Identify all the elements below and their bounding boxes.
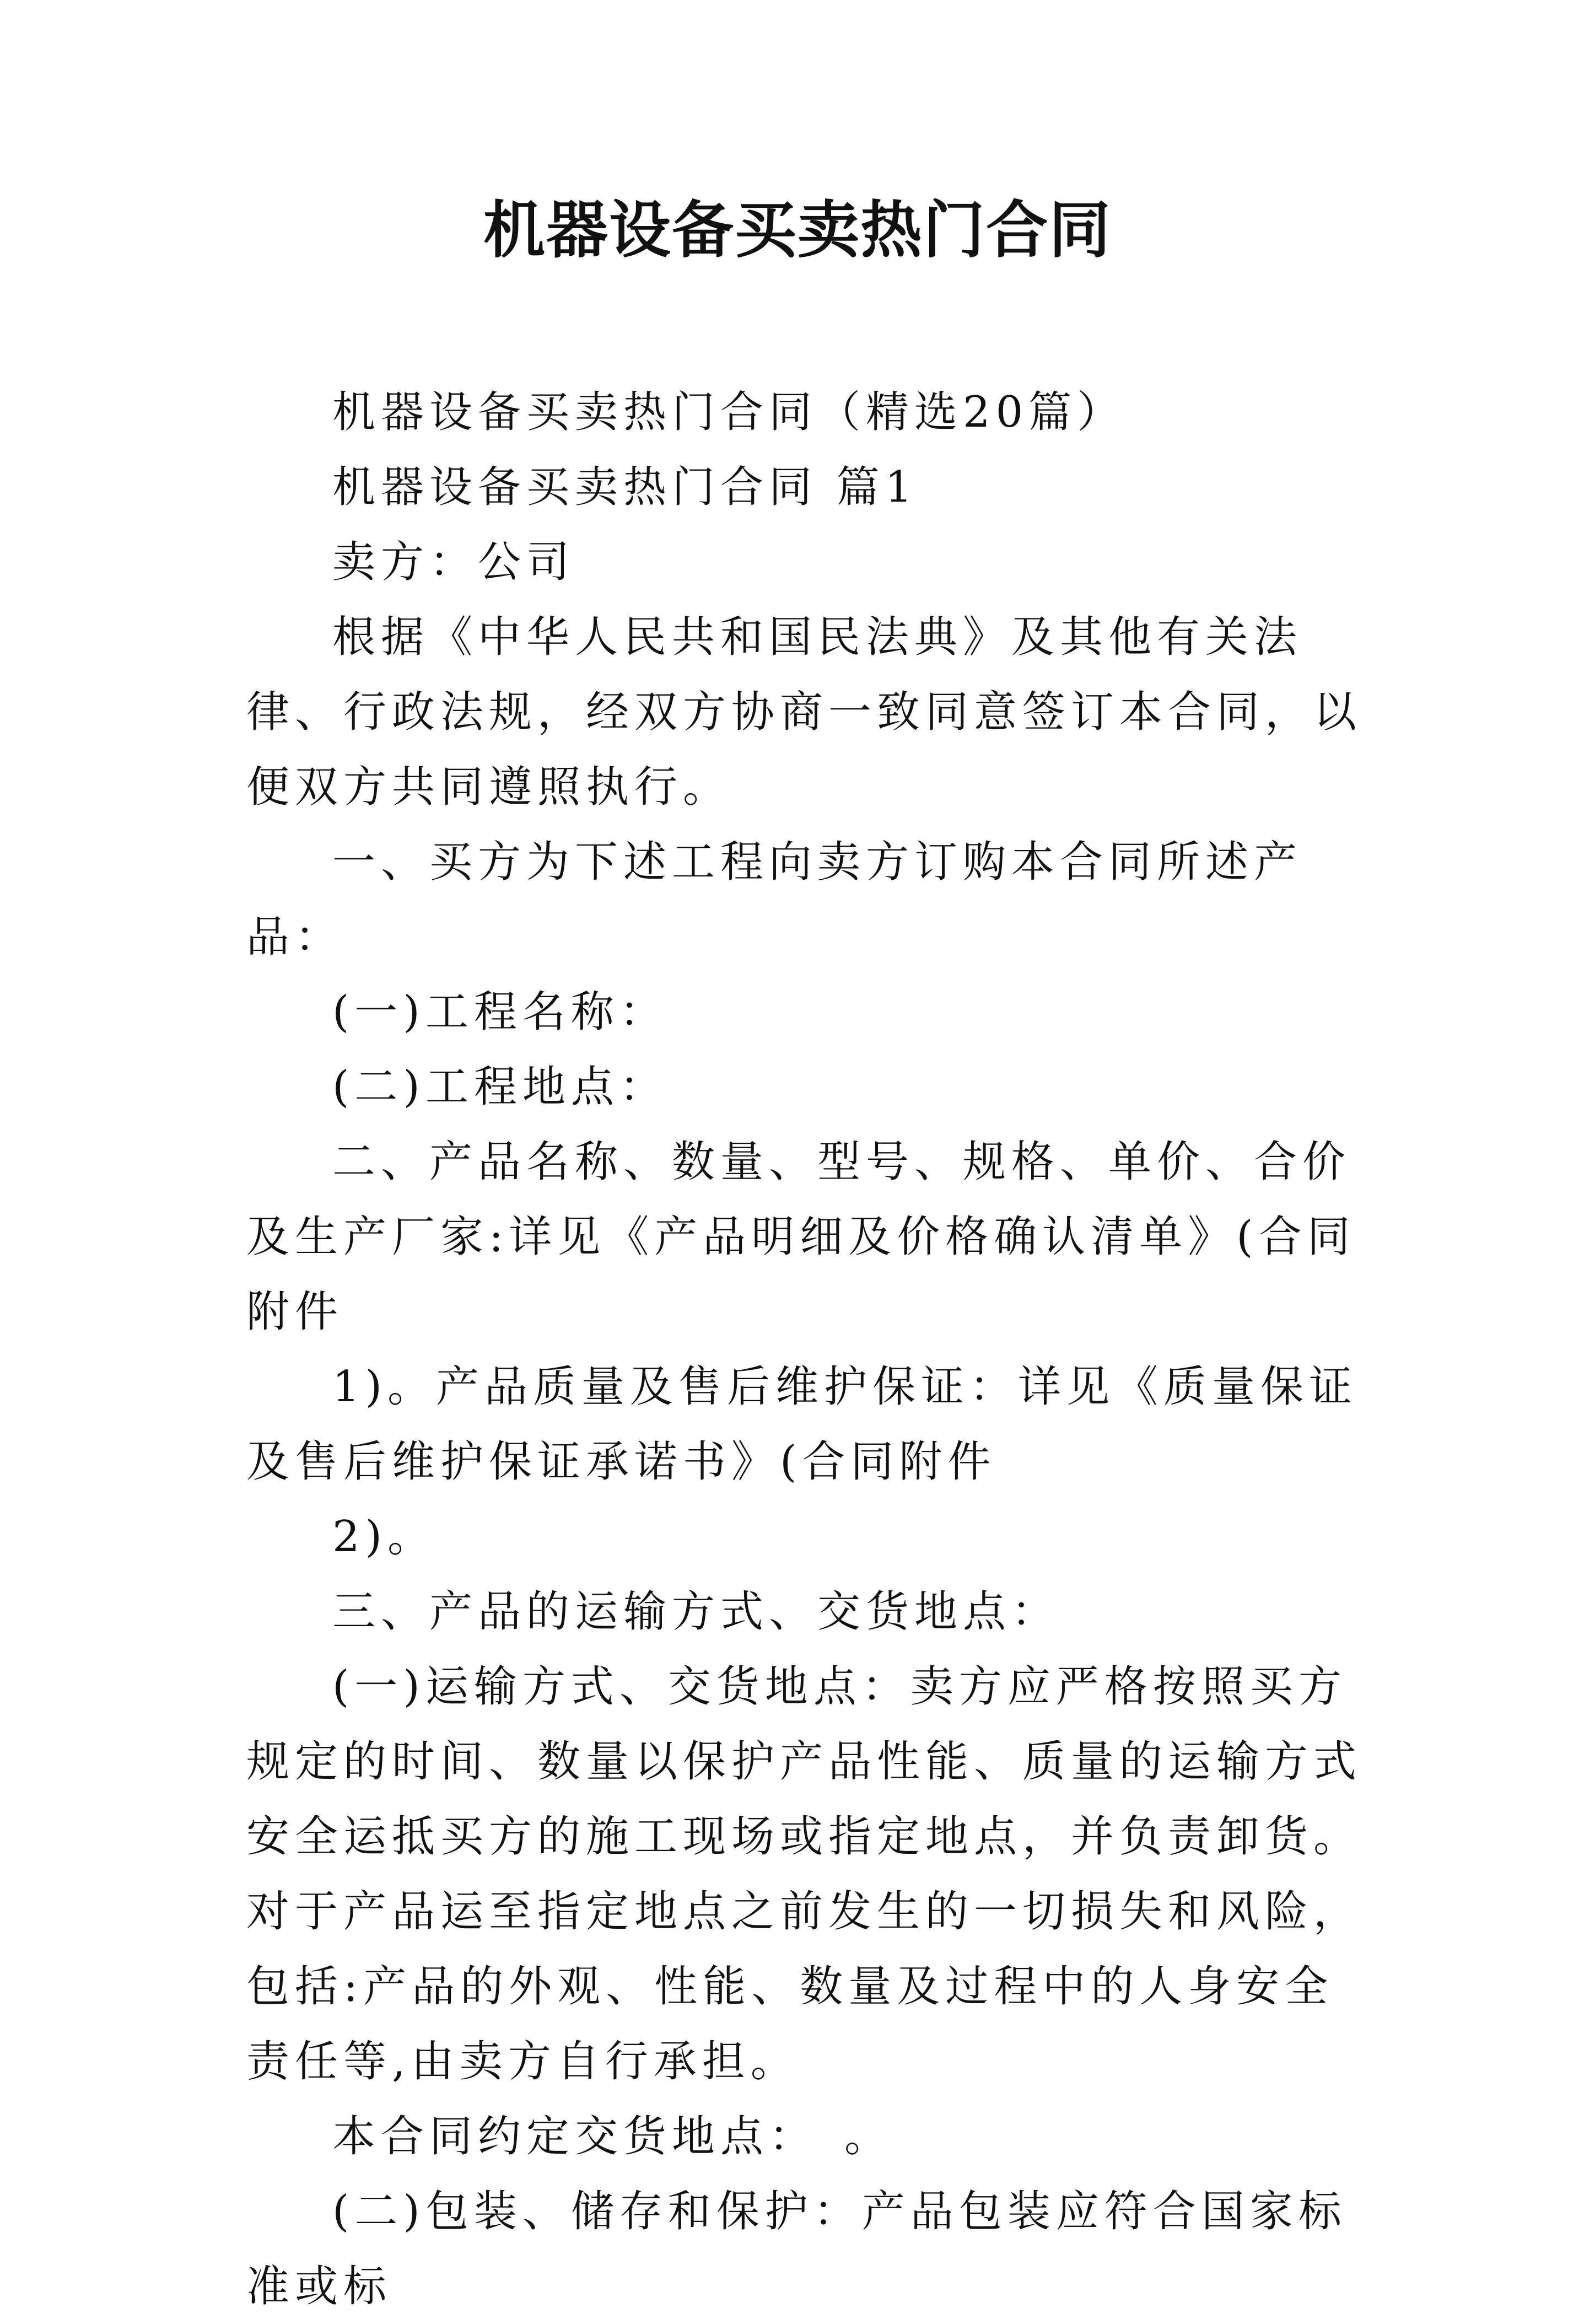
paragraph-article-heading: 机器设备买卖热门合同 篇1	[332, 462, 918, 512]
paragraph-legal-basis: 根据《中华人民共和国民法典》及其他有关法律、行政法规，经双方协商一致同意签订本合同，以便双方共同遵照执行。	[246, 612, 1362, 812]
paragraph-quality-guarantee: 1)。产品质量及售后维护保证：详见《质量保证及售后维护保证承诺书》(合同附件	[246, 1362, 1358, 1487]
paragraph-section-2: 二、产品名称、数量、型号、规格、单价、合价及生产厂家:详见《产品明细及价格确认清单》(合同附件	[246, 1137, 1356, 1337]
paragraph-project-location: (二)工程地点：	[332, 1062, 668, 1112]
paragraph-delivery-location: 本合同约定交货地点： 。	[332, 2112, 893, 2161]
paragraph-attachment-2: 2)。	[332, 1512, 437, 1562]
paragraph-transport: (一)运输方式、交货地点：卖方应严格按照买方规定的时间、数量以保护产品性能、质量的运输方式安全运抵买方的施工现场或指定地点，并负责卸货。对于产品运至指定地点之前发生的一切损失和风险，包括:产品的外观、性能、数量及过程中的人身安全责任等,由卖方自行承担。	[246, 1662, 1362, 2086]
paragraph-section-3: 三、产品的运输方式、交货地点：	[332, 1587, 1060, 1637]
paragraph-section-1: 一、买方为下述工程向卖方订购本合同所述产品：	[246, 837, 1303, 962]
paragraph-seller: 卖方：公司	[332, 537, 575, 587]
document-title: 机器设备买卖热门合同	[483, 194, 1112, 266]
document-body	[246, 375, 1365, 2324]
paragraph-packaging: (二)包装、储存和保护：产品包装应符合国家标准或标	[246, 2187, 1347, 2311]
paragraph-project-name: (一)工程名称：	[332, 987, 668, 1037]
paragraph-collection-title: 机器设备买卖热门合同（精选20篇）	[332, 388, 1126, 437]
